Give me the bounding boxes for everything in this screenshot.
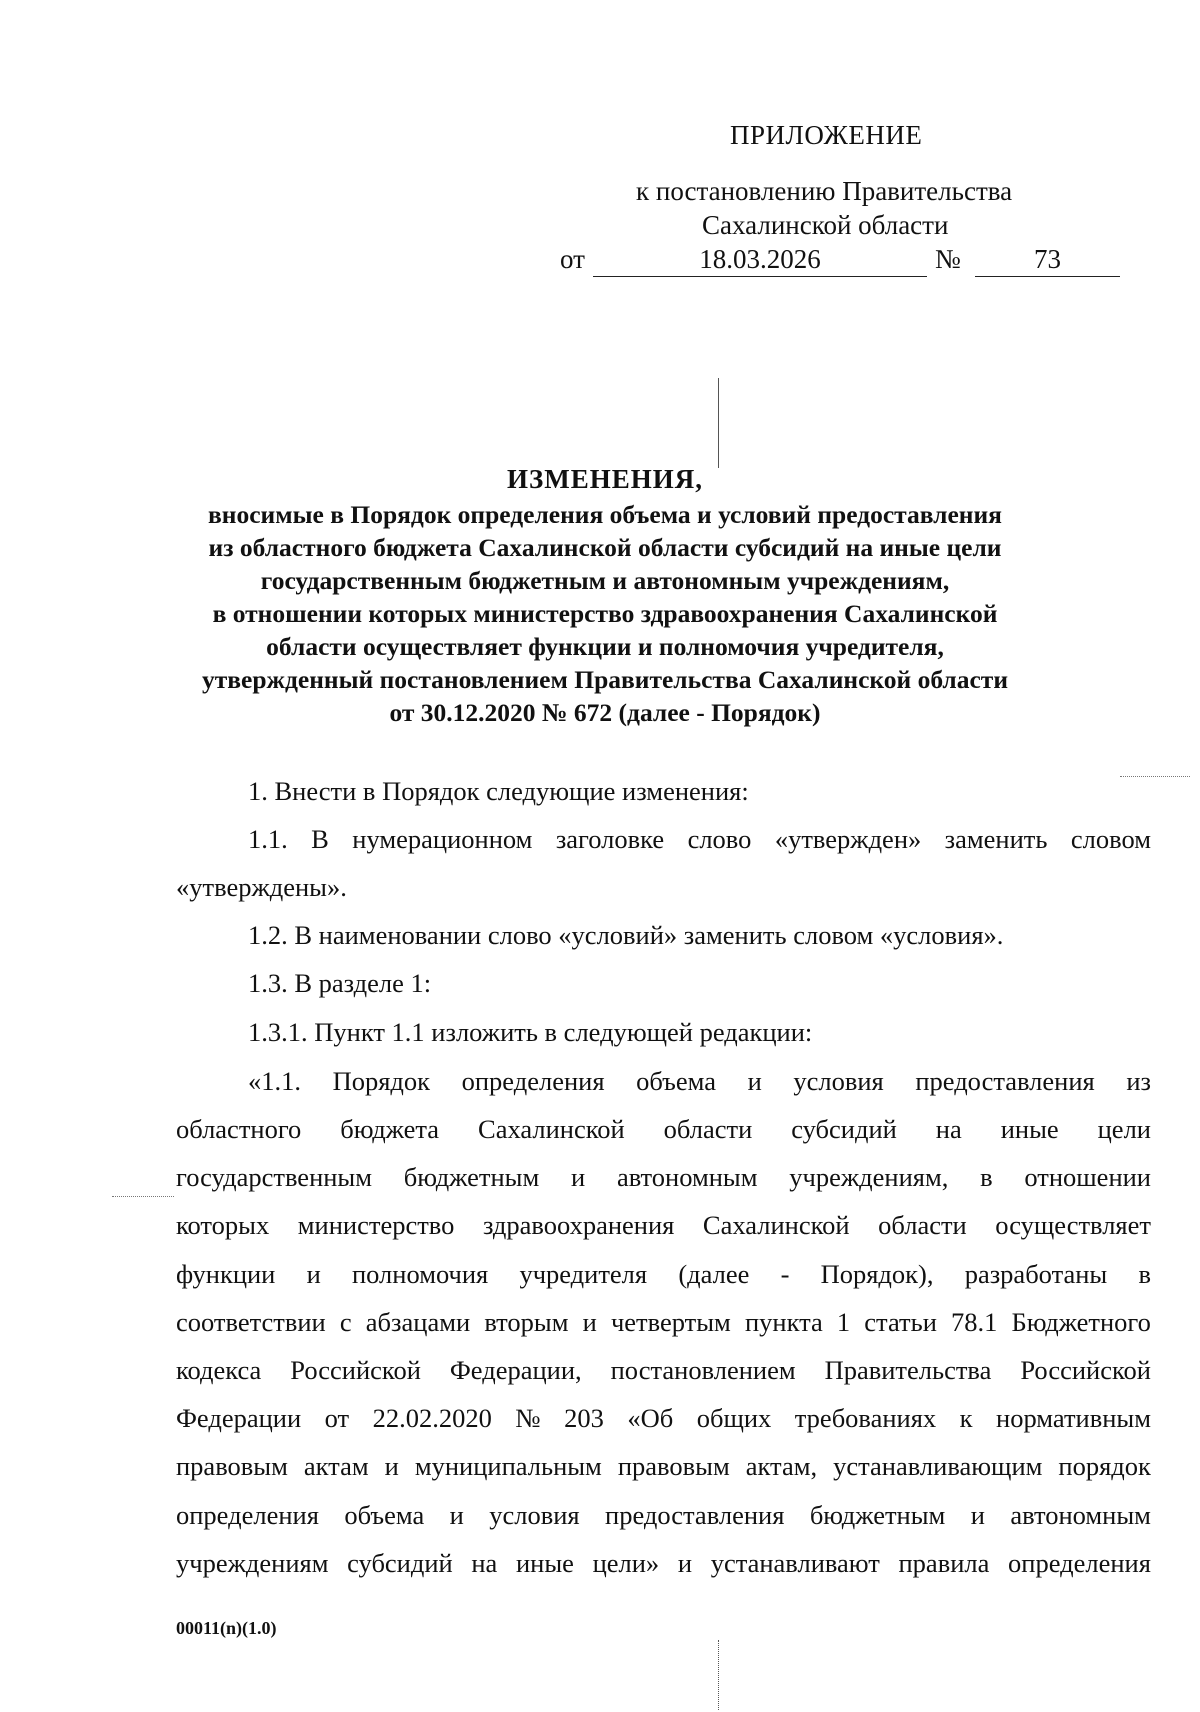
word: автономным (616, 1162, 758, 1192)
word: 203 (564, 1403, 604, 1433)
word: объема (636, 1066, 716, 1096)
quote-line (176, 1307, 1151, 1338)
word: муниципальным (414, 1451, 602, 1481)
word: № (515, 1403, 541, 1433)
word: пункта (744, 1307, 823, 1337)
word: требованиях (794, 1403, 937, 1433)
word: из (1126, 1066, 1151, 1096)
word: «1.1. (248, 1066, 301, 1096)
quote-line (176, 1355, 1151, 1386)
word: определения (1008, 1548, 1151, 1578)
word: Сахалинской (702, 1210, 850, 1240)
word: учредителя (519, 1259, 648, 1289)
word: Порядок), (820, 1259, 934, 1289)
quote-line (176, 1114, 1151, 1145)
word: и (571, 1162, 586, 1192)
word: осуществляет (995, 1210, 1151, 1240)
word: Сахалинской (478, 1114, 625, 1144)
word: предоставления (605, 1500, 785, 1530)
word: бюджета (340, 1114, 440, 1144)
word: иные (515, 1548, 574, 1578)
paragraph-1-1-line-2: «утверждены». (176, 872, 347, 902)
word: разработаны (964, 1259, 1108, 1289)
heading-line: области осуществляет функции и полномочия учредителя, (266, 632, 944, 661)
word: в (980, 1162, 993, 1192)
paragraph-1-1-line-1 (176, 824, 1151, 855)
word: Российской (290, 1355, 421, 1385)
word: правила (898, 1548, 990, 1578)
scan-mark-vertical (718, 378, 719, 468)
word: областного (176, 1114, 302, 1144)
word: «утвержден» (774, 824, 922, 854)
word: Российской (1020, 1355, 1151, 1385)
word: учреждениям, (789, 1162, 949, 1192)
scan-mark-dots-left (112, 1196, 174, 1197)
word: Бюджетного (1011, 1307, 1151, 1337)
word: цели» (592, 1548, 660, 1578)
word: Правительства (824, 1355, 992, 1385)
paragraph-1: 1. Внести в Порядок следующие изменения: (248, 776, 749, 806)
from-label: от (560, 244, 585, 274)
word: 1 (836, 1307, 851, 1337)
approval-title: ПРИЛОЖЕНИЕ (730, 120, 923, 150)
quote-line (176, 1162, 1151, 1193)
word: 1.1. (248, 824, 288, 854)
word: в (1138, 1259, 1151, 1289)
word: государственным (176, 1162, 373, 1192)
heading-line: в отношении которых министерство здравоохранения Сахалинской (212, 599, 998, 628)
word: и (384, 1451, 399, 1481)
word: постановлением (610, 1355, 796, 1385)
word: актам (303, 1451, 369, 1481)
word: отношении (1024, 1162, 1151, 1192)
footer-form-code: 00011(n)(1.0) (176, 1618, 277, 1638)
word: к (959, 1403, 973, 1433)
word: и (582, 1307, 597, 1337)
word: нумерационном (352, 824, 533, 854)
word: Порядок (332, 1066, 431, 1096)
word: В (311, 824, 329, 854)
word: кодекса (176, 1355, 262, 1385)
word: заменить (944, 824, 1048, 854)
quote-line (176, 1210, 1151, 1241)
word: условия (793, 1066, 884, 1096)
word: области (878, 1210, 967, 1240)
word: автономным (1010, 1500, 1151, 1530)
word: области (663, 1114, 753, 1144)
word: общих (696, 1403, 772, 1433)
word: от (324, 1403, 350, 1433)
word: полномочия (351, 1259, 489, 1289)
word: правовым (617, 1451, 730, 1481)
heading-title: ИЗМЕНЕНИЯ, (506, 464, 703, 494)
paragraph-1-2: 1.2. В наименовании слово «условий» заменить словом «условия». (248, 920, 1004, 950)
word: определения (176, 1500, 319, 1530)
word: Федерации (176, 1403, 302, 1433)
word: и (449, 1500, 464, 1530)
approval-to-line: к постановлению Правительства (636, 176, 1013, 206)
word: министерство (297, 1210, 455, 1240)
quote-line (176, 1259, 1151, 1290)
heading-line: от 30.12.2020 № 672 (далее - Порядок) (389, 698, 821, 727)
document-heading (150, 463, 1060, 729)
number-label: № (935, 244, 961, 274)
quote-line (176, 1500, 1151, 1531)
word: порядок (1058, 1451, 1151, 1481)
word: статьи (864, 1307, 937, 1337)
quote-line (176, 1451, 1151, 1482)
word: заголовке (555, 824, 665, 854)
heading-line: из областного бюджета Сахалинской области субсидий на иные цели (208, 533, 1002, 562)
paragraph-1-3-1: 1.3.1. Пункт 1.1 изложить в следующей редакции: (248, 1017, 813, 1047)
justified-line (176, 824, 1151, 855)
word: объема (344, 1500, 425, 1530)
word: предоставления (915, 1066, 1095, 1096)
word: определения (461, 1066, 605, 1096)
word: нормативным (996, 1403, 1151, 1433)
word: абзацами (365, 1307, 471, 1337)
word: которых (176, 1210, 270, 1240)
word: на (935, 1114, 962, 1144)
approval-date-row (560, 242, 1120, 278)
approval-region-line: Сахалинской области (702, 210, 949, 240)
word: 78.1 (951, 1307, 998, 1337)
heading-line: вносимые в Порядок определения объема и условий предоставления (208, 500, 1002, 529)
word: и (970, 1500, 985, 1530)
word: и (306, 1259, 321, 1289)
word: устанавливают (710, 1548, 880, 1578)
word: здравоохранения (482, 1210, 675, 1240)
quote-line (176, 1548, 1151, 1579)
heading-line: государственным бюджетным и автономным учреждениям, (260, 566, 950, 595)
scan-mark-vertical-bottom (718, 1640, 719, 1710)
word: (далее (678, 1259, 750, 1289)
word: и (747, 1066, 762, 1096)
heading-line: утвержденный постановлением Правительства Сахалинской области (201, 665, 1009, 694)
word: 22.02.2020 (372, 1403, 492, 1433)
approval-number: 73 (975, 242, 1120, 277)
word: функции (176, 1259, 276, 1289)
word: с (339, 1307, 352, 1337)
word: «Об (627, 1403, 674, 1433)
word: условия (489, 1500, 580, 1530)
word: на (471, 1548, 498, 1578)
word: субсидий (791, 1114, 897, 1144)
word: слово (687, 824, 752, 854)
approval-date: 18.03.2026 (593, 242, 927, 277)
word: правовым (176, 1451, 288, 1481)
word: соответствии (176, 1307, 326, 1337)
word: вторым (484, 1307, 569, 1337)
word: цели (1097, 1114, 1151, 1144)
word: словом (1070, 824, 1151, 854)
word: устанавливающим (833, 1451, 1043, 1481)
word: и (677, 1548, 693, 1578)
quote-line (176, 1066, 1151, 1097)
paragraph-1-3: 1.3. В разделе 1: (248, 968, 432, 998)
word: четвертым (610, 1307, 731, 1337)
word: учреждениям (176, 1548, 329, 1578)
quote-line (176, 1403, 1151, 1434)
word: актам, (745, 1451, 818, 1481)
word: Федерации, (449, 1355, 582, 1385)
word: бюджетным (809, 1500, 946, 1530)
word: бюджетным (403, 1162, 540, 1192)
word: - (780, 1259, 790, 1289)
word: иные (1000, 1114, 1059, 1144)
word: субсидий (347, 1548, 453, 1578)
